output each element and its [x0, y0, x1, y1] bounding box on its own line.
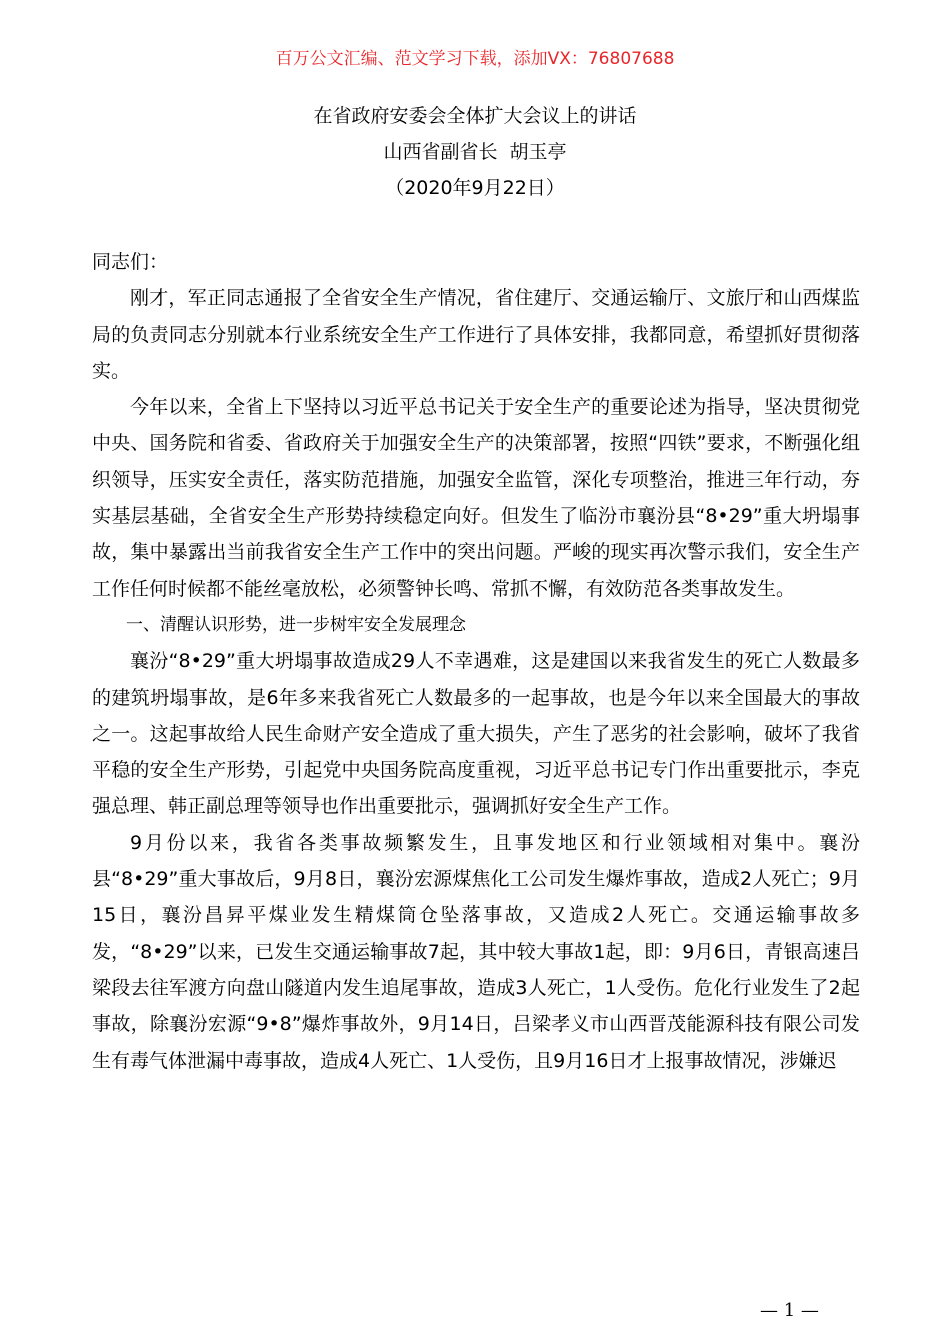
- watermark-banner: 百万公文汇编、范文学习下载，添加VX：76807688: [275, 49, 675, 69]
- document-body: [92, 244, 860, 1079]
- paragraph: 刚才，军正同志通报了全省安全生产情况，省住建厅、交通运输厅、文旅厅和山西煤监局的负责同志分别就本行业系统安全生产工作进行了具体安排，我都同意，希望抓好贯彻落实。: [92, 287, 860, 382]
- paragraph: 今年以来，全省上下坚持以习近平总书记关于安全生产的重要论述为指导，坚决贯彻党中央、国务院和省委、省政府关于加强安全生产的决策部署，按照“四铁”要求，不断强化组织领导，压实安全责任，落实防范措施，加强安全监管，深化专项整治，推进三年行动，夯实基层基础，全省安全生产形势持续稳定向好。但发生了临汾市襄汾县“8•29”重大坍塌事故，集中暴露出当前我省安全生产工作中的突出问题。严峻的现实再次警示我们，安全生产工作任何时候都不能丝毫放松，必须警钟长鸣、常抓不懈，有效防范各类事故发生。: [92, 396, 860, 600]
- speaker-line: 山西省副省长 胡玉亭: [383, 141, 567, 163]
- section-heading: 一、清醒认识形势，进一步树牢安全发展理念: [126, 614, 466, 635]
- salutation: 同志们：: [92, 251, 169, 273]
- document-title: 在省政府安委会全体扩大会议上的讲话: [313, 105, 637, 127]
- document-title-block: [0, 98, 950, 206]
- paragraph: 9月份以来，我省各类事故频繁发生，且事发地区和行业领域相对集中。襄汾县“8•29”重大事故后，9月8日，襄汾宏源煤焦化工公司发生爆炸事故，造成2人死亡；9月15日，襄汾昌昇平煤业发生精煤筒仓坠落事故，又造成2人死亡。交通运输事故多发，“8•29”以来，已发生交通运输事故7起，其中较大事故1起，即：9月6日，青银高速吕梁段去往军渡方向盘山隧道内发生追尾事故，造成3人死亡，1人受伤。危化行业发生了2起事故，除襄汾宏源“9•8”爆炸事故外，9月14日，吕梁孝义市山西晋茂能源科技有限公司发生有毒气体泄漏中毒事故，造成4人死亡、1人受伤，且9月16日才上报事故情况，涉嫌迟: [92, 831, 860, 1072]
- paragraph: 襄汾“8•29”重大坍塌事故造成29人不幸遇难，这是建国以来我省发生的死亡人数最多的建筑坍塌事故，是6年多来我省死亡人数最多的一起事故，也是今年以来全国最大的事故之一。这起事故给人民生命财产安全造成了重大损失，产生了恶劣的社会影响，破坏了我省平稳的安全生产形势，引起党中央国务院高度重视，习近平总书记专门作出重要批示，李克强总理、韩正副总理等领导也作出重要批示，强调抓好安全生产工作。: [92, 650, 860, 818]
- page-number: — 1 —: [760, 1300, 819, 1321]
- speech-date: （2020年9月22日）: [385, 177, 565, 199]
